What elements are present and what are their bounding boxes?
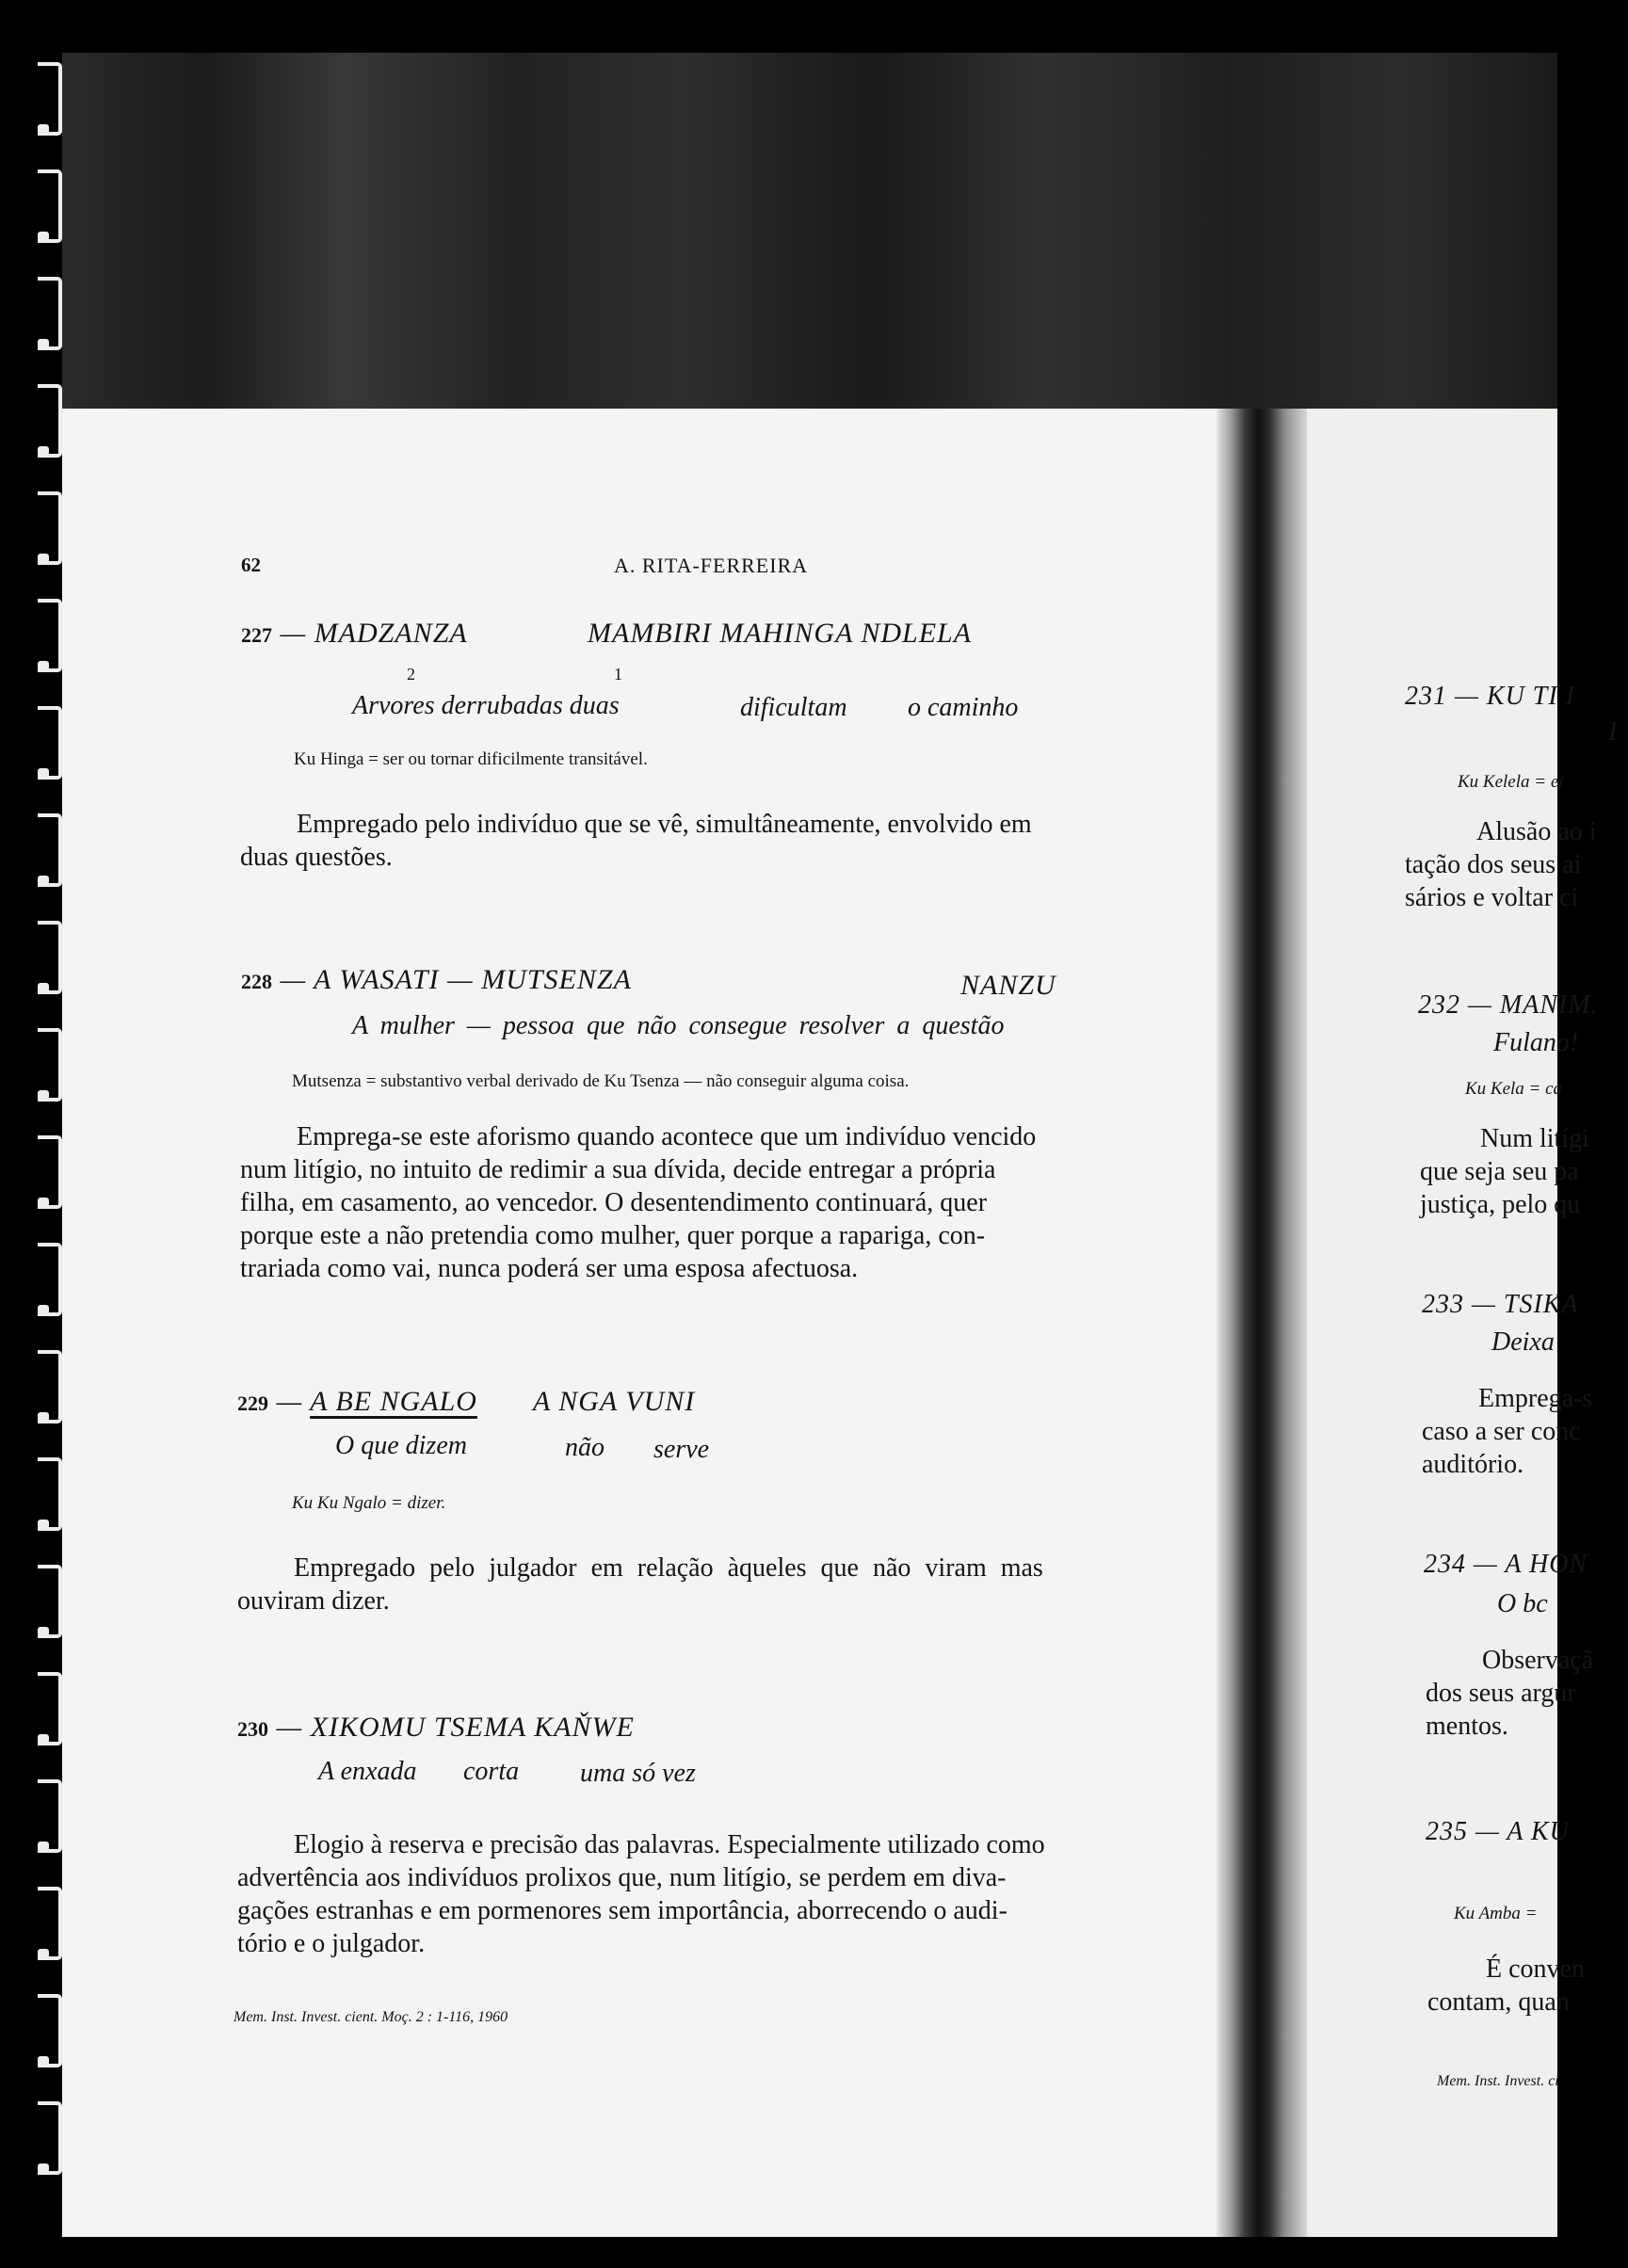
binding-ring: [38, 813, 62, 887]
text-line: Empregado pelo julgador em relação àqueles que não viram mas: [294, 1553, 1043, 1583]
binding-ring: [38, 706, 62, 780]
binding-ring: [38, 62, 62, 136]
entry-228-commentary: [240, 1120, 1182, 1285]
right-entry-235-note: Ku Amba =: [1454, 1904, 1538, 1923]
binding-ring: [38, 277, 62, 350]
binding-ring: [38, 1887, 62, 1960]
entry-title-part: MADZANZA: [314, 618, 468, 649]
left-page: [62, 409, 1230, 2237]
right-entry-234-line: dos seus argur: [1426, 1679, 1576, 1708]
entry-title-part: XIKOMU TSEMA KAŇWE: [310, 1712, 635, 1743]
entry-229-commentary: [237, 1552, 1179, 1617]
right-entry-231-line: tação dos seus ai: [1405, 850, 1582, 879]
text-line: Emprega-se este aforismo quando acontece que um indivíduo vencido: [297, 1122, 1037, 1151]
right-entry-232-note: Ku Kela = ca: [1465, 1079, 1563, 1099]
entry-title-part: A WASATI — MUTSENZA: [314, 964, 632, 995]
dark-scan-band: [62, 53, 1557, 409]
text-line: num litígio, no intuito de redimir a sua dívida, decide entregar a própria: [240, 1155, 996, 1184]
entry-number: 227: [241, 623, 272, 647]
right-entry-235-title: 235 — A KU: [1426, 1817, 1570, 1846]
right-entry-231-line: Alusão ao i: [1476, 817, 1597, 846]
running-head: A. RITA-FERREIRA: [614, 554, 809, 577]
entry-229-gloss: serve: [653, 1435, 710, 1464]
entry-229-gloss: O que dizem: [335, 1431, 467, 1460]
right-entry-234-line: mentos.: [1426, 1712, 1508, 1741]
binding-ring: [38, 384, 62, 458]
binding-ring: [38, 1028, 62, 1102]
entry-number: 228: [241, 970, 272, 993]
entry-227-gloss: o caminho: [908, 693, 1019, 722]
entry-number: 230: [237, 1717, 268, 1741]
right-entry-231-gloss: I: [1608, 717, 1618, 747]
word-order-marker: 2: [407, 665, 415, 684]
right-entry-233-line: caso a ser conc: [1422, 1417, 1581, 1446]
binding-ring: [38, 2101, 62, 2175]
entry-number: 229: [237, 1391, 268, 1415]
text-line: Elogio à reserva e precisão das palavras. Especialmente utilizado como: [294, 1830, 1045, 1859]
text-line: tório e o julgador.: [237, 1929, 426, 1958]
binding-ring: [38, 1779, 62, 1853]
right-entry-232-line: justiça, pelo qu: [1420, 1190, 1581, 1219]
right-entry-234-line: Observaçã: [1482, 1646, 1594, 1675]
word-order-marker: 1: [614, 665, 622, 684]
entry-230-gloss: uma só vez: [580, 1759, 696, 1788]
right-page: [1307, 409, 1618, 2237]
text-line: advertência aos indivíduos prolixos que, num litígio, se perdem em diva-: [237, 1863, 1007, 1892]
right-entry-233-gloss: Deixa: [1491, 1327, 1555, 1357]
text-line: filha, em casamento, ao vencedor. O desentendimento continuará, quer: [240, 1188, 988, 1217]
entry-228-title-right: NANZU: [960, 970, 1056, 1001]
text-line: gações estranhas e em pormenores sem importância, aborrecendo o audi-: [237, 1896, 1007, 1925]
binding-ring: [38, 1457, 62, 1531]
text-line: porque este a não pretendia como mulher, quer porque a rapariga, con-: [240, 1221, 986, 1250]
right-entry-232-line: Num litígi: [1480, 1124, 1589, 1153]
text-line: duas questões.: [240, 843, 393, 872]
right-entry-235-line: contam, quan: [1427, 1987, 1570, 2017]
right-entry-231-note: Ku Kelela = ei: [1458, 772, 1564, 792]
binding-ring: [38, 921, 62, 994]
page-footer-citation: Mem. Inst. Invest. cient. Moç. 2 : 1-116, 1960: [234, 2009, 508, 2025]
entry-229-title-right: A NGA VUNI: [533, 1386, 696, 1417]
entry-227-note: Ku Hinga = ser ou tornar dificilmente transitável.: [294, 749, 648, 769]
page-number: 62: [241, 554, 261, 576]
entry-229-title: 229 — A BE NGALO: [237, 1386, 477, 1417]
right-entry-234-title: 234 — A HON: [1424, 1550, 1588, 1579]
binding-ring: [38, 491, 62, 565]
entry-title-part: A BE NGALO: [310, 1386, 477, 1417]
right-entry-234-gloss: O bc: [1497, 1589, 1548, 1618]
binding-ring: [38, 1994, 62, 2067]
entry-229-gloss: não: [565, 1433, 604, 1462]
binding-ring: [38, 1565, 62, 1638]
right-entry-233-line: Emprega-s: [1478, 1384, 1593, 1413]
right-page-footer: Mem. Inst. Invest. ci: [1437, 2073, 1559, 2089]
binding-ring: [38, 1243, 62, 1316]
binding-ring: [38, 599, 62, 672]
text-line: trariada como vai, nunca poderá ser uma esposa afectuosa.: [240, 1254, 859, 1283]
right-entry-232-title: 232 — MANIM.: [1418, 990, 1599, 1020]
entry-230-gloss: A enxada: [318, 1757, 417, 1786]
binding-ring: [38, 169, 62, 243]
entry-229-note: Ku Ku Ngalo = dizer.: [292, 1493, 446, 1513]
right-entry-233-line: auditório.: [1422, 1450, 1524, 1479]
right-entry-232-gloss: Fulano!: [1493, 1028, 1579, 1057]
right-entry-235-line: É conven: [1486, 1954, 1585, 1984]
right-entry-231-line: sários e voltar ci: [1405, 883, 1579, 912]
binding-ring: [38, 1672, 62, 1745]
entry-227-title-right: MAMBIRI MAHINGA NDLELA: [588, 618, 973, 649]
right-entry-231-title: 231 — KU TI I: [1405, 682, 1576, 711]
entry-227-gloss: Arvores derrubadas duas: [352, 691, 620, 720]
binding-ring: [38, 1350, 62, 1424]
entry-227-gloss: dificultam: [740, 693, 847, 722]
entry-228-note: Mutsenza = substantivo verbal derivado de Ku Tsenza — não conseguir alguma coisa.: [292, 1071, 910, 1091]
right-entry-233-title: 233 — TSIKA: [1422, 1290, 1579, 1319]
entry-227-commentary: [240, 808, 1182, 874]
entry-230-commentary: [237, 1828, 1179, 1960]
entry-227-title: 227 — MADZANZA: [241, 618, 468, 649]
entry-230-gloss: corta: [463, 1757, 520, 1786]
text-line: Empregado pelo indivíduo que se vê, simultâneamente, envolvido em: [297, 810, 1032, 839]
text-line: ouviram dizer.: [237, 1586, 390, 1616]
right-entry-232-line: que seja seu pa: [1420, 1157, 1579, 1186]
binding-ring: [38, 1135, 62, 1209]
entry-228-title: 228 — A WASATI — MUTSENZA: [241, 964, 632, 995]
entry-230-title: 230 — XIKOMU TSEMA KAŇWE: [237, 1712, 635, 1743]
book-gutter: [1217, 409, 1307, 2237]
entry-228-gloss: A mulher — pessoa que não consegue resolver a questão: [352, 1011, 1005, 1040]
